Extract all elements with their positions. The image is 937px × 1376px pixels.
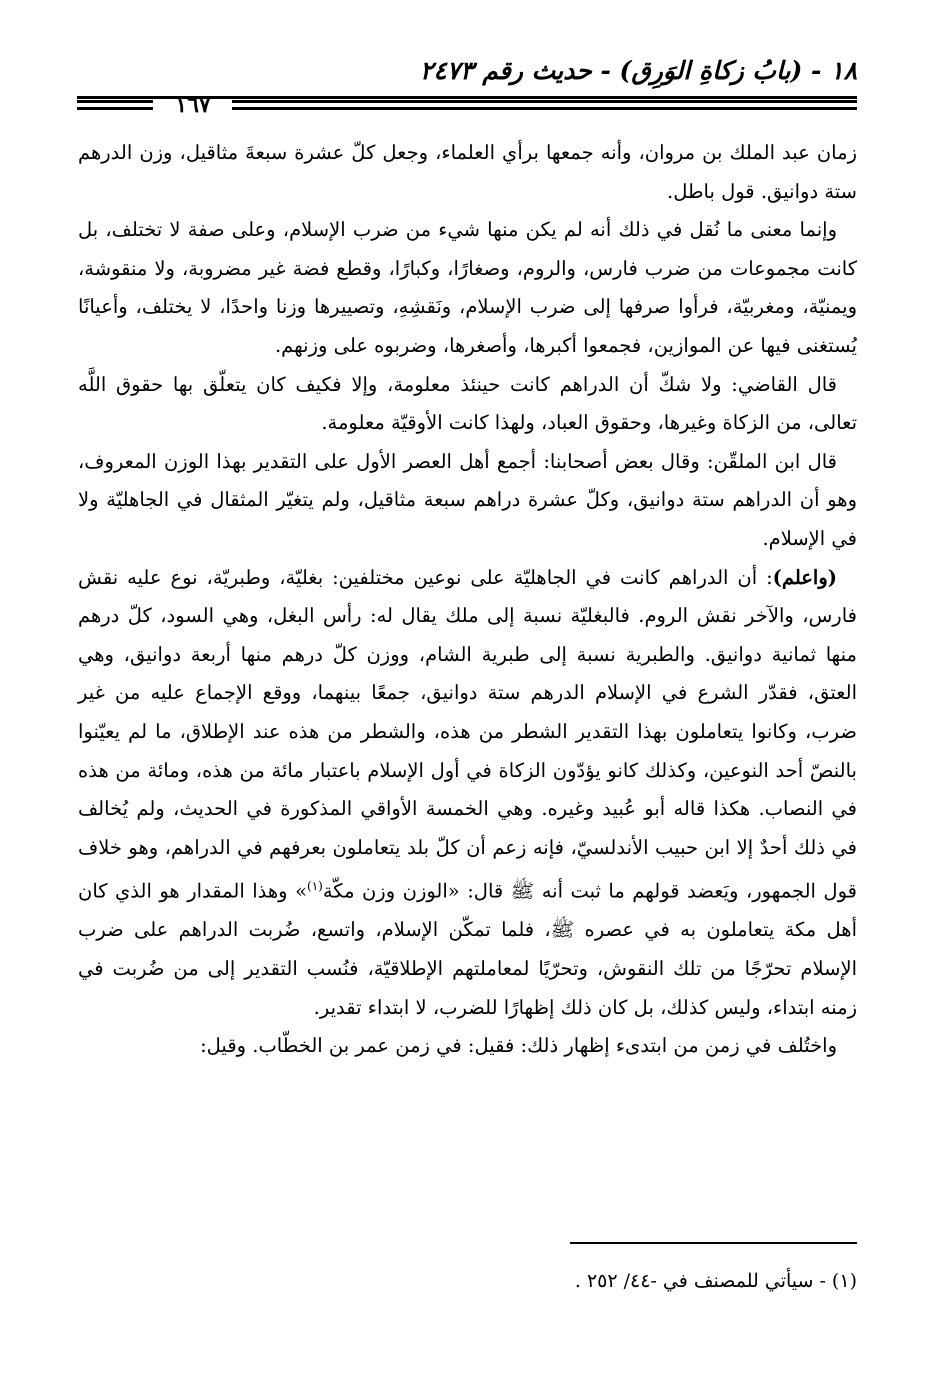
page-number: ١٦٧ xyxy=(175,92,211,118)
paragraph-1: زمان عبد الملك بن مروان، وأنه جمعها برأي العلماء، وجعل كلّ عشرة سبعةَ مثاقيل، وزن الدرهم ستة دوانيق. قول باطل. xyxy=(78,141,857,203)
footnote-reference[interactable]: (١) xyxy=(307,879,323,894)
footnote-rule xyxy=(570,1242,857,1244)
paragraph-4: قال ابن الملقّن: وقال بعض أصحابنا: أجمع أهل العصر الأول على التقدير بهذا الوزن المعروف، وهو أن الدراهم ستة دوانيق، وكلّ عشرة دراهم سبعة مثاقيل، ولم يتغيّر المثقال في الجاهليّة ولا في الإسلام. xyxy=(78,449,857,550)
page-number-rule-right xyxy=(232,100,857,110)
running-header-title: ١٨ - (بابُ زكاةِ الوَرِق) - حديث رقم ٢٤٧٣ xyxy=(419,56,857,85)
paragraph-5-lead: (واعلم) xyxy=(772,565,837,589)
paragraph-2: وإنما معنى ما نُقل في ذلك أنه لم يكن منها شيء من ضرب الإسلام، وعلى صفة لا تختلف، بل كانت مجموعات من ضرب فارس، والروم، وصغارًا، وكبارًا، وقطع فضة غير مضروبة، ولا منقوشة، ويمنيّة، ومغربيّة، فرأوا صرفها إلى ضرب الإسلام، ونَقشِهِ، وتصييرها وزنا واحدًا، لا يختلف، وأعيانًا يُستغنى فيها عن الموازين، فجمعوا أكبرها، وأصغرها، وضربوه على وزنهم. xyxy=(78,218,857,357)
paragraph-6: واختُلف في زمن من ابتدىء إظهار ذلك: فقيل: في زمن عمر بن الخطّاب. وقيل: xyxy=(200,1034,837,1058)
page-number-rule-left xyxy=(77,100,153,110)
footnote: (١) - سيأتي للمصنف في -٤٤/ ٢٥٢ . xyxy=(574,1270,857,1292)
paragraph-5-body: : أن الدراهم كانت في الجاهليّة على نوعين مختلفين: بغليّة، وطبريّة، نوع عليه نقش فارس، والآخر نقش الروم. فالبغليّة نسبة إلى ملك يقال له: رأس البغل، وهي السود، كلّ درهم منها ثمانية دوانيق. والطبرية نسبة إلى طبرية الشام، ووزن كلّ درهم منها أربعة دوانيق، وهي العتق، فقدّر الشرع في الإسلام الدرهم ستة دوانيق، جمعًا بينهما، ووقع الإجماع عليه من غير ضرب، وكانوا يتعاملون بهذا التقدير الشطر من هذه، والشطر من هذه عند الإطلاق، ما لم يعيّنوا بالنصّ أحد النوعين، وكذلك كانو يؤدّون الزكاة في أول الإسلام باعتبار مائة من هذه، ومائة من هذه في النصاب. هكذا قاله أبو عُبيد وغيره. وهي الخمسة الأواقي المذكورة في الحديث، ولم يُخالف في ذلك أحدٌ إلا ابن حبيب الأندلسيّ، فإنه زعم أن كلّ بلد يتعاملون بعرفهم في الدراهم، وهو خلاف قول الجمهور، ويَعضد قولهم ما ثبت أنه ﷺ قال: «الوزن وزن مكّة xyxy=(78,565,857,903)
paragraph-3: قال القاضي: ولا شكّ أن الدراهم كانت حينئذ معلومة، وإلا فكيف كان يتعلّق بها حقوق اللَّه تعالى، من الزكاة وغيرها، وحقوق العباد، ولهذا كانت الأوقيّة معلومة. xyxy=(78,372,857,435)
paragraph-5-tail: » وهذا المقدار هو الذي كان أهل مكة يتعاملون به في عصره ﷺ، فلما تمكّن الإسلام، واتسع، ضُربت الدراهم على ضرب الإسلام تحرّجًا من تلك النقوش، وتحرّيًا لمعاملتهم الإطلاقيّة، فنُسب التقدير إلى من ضُربت في زمنه ابتداء، وليس كذلك، بل كان ذلك إظهارًا للضرب، لا ابتداء تقدير. xyxy=(78,879,857,1019)
paragraph-5 xyxy=(78,559,857,1028)
main-text xyxy=(78,134,857,1066)
